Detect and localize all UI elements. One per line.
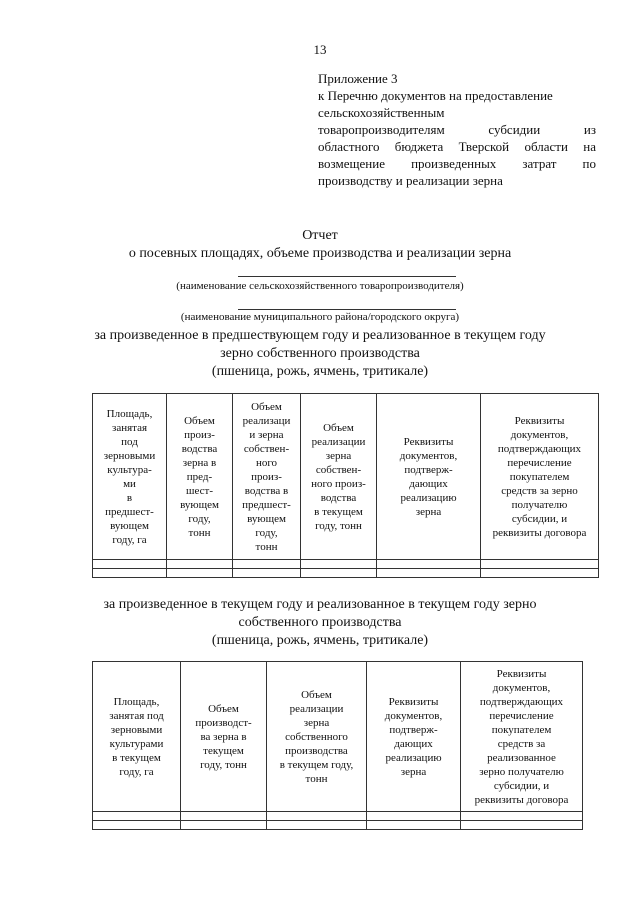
header-cell-line: зерна xyxy=(400,765,427,778)
appendix-block xyxy=(318,70,596,189)
header-cell-line: Объем xyxy=(323,421,354,434)
section1-heading-line: зерно собственного производства xyxy=(220,346,420,361)
appendix-word: произведенных xyxy=(411,156,497,171)
appendix-title: Приложение 3 xyxy=(318,71,398,86)
table-cell[interactable] xyxy=(93,821,181,830)
header-cell-line: субсидии, и xyxy=(493,779,550,792)
header-cell-line: собственного xyxy=(285,730,348,743)
district-name-line xyxy=(238,309,456,310)
table-cell[interactable] xyxy=(167,569,233,578)
header-cell-line: водства в xyxy=(244,484,289,497)
header-cell-line: вующем xyxy=(180,498,219,511)
table-cell[interactable] xyxy=(233,569,301,578)
header-cell-line: реализацию xyxy=(385,751,442,764)
table-row xyxy=(93,821,583,830)
section2-heading-line: собственного производства xyxy=(238,615,402,630)
table-cell[interactable] xyxy=(233,560,301,569)
district-caption: (наименование муниципального района/городского округа) xyxy=(180,311,460,323)
header-cell-line: году, xyxy=(255,526,278,539)
table-cell[interactable] xyxy=(301,560,377,569)
table-row xyxy=(93,812,583,821)
header-cell-line: реализации xyxy=(311,435,366,448)
table-header-cell xyxy=(367,662,461,812)
header-cell-line: тонн xyxy=(305,772,328,785)
appendix-line: к Перечню документов на предоставление xyxy=(318,88,553,103)
header-cell-line: Реквизиты xyxy=(496,667,547,680)
table-cell[interactable] xyxy=(367,812,461,821)
header-cell-line: зерновыми xyxy=(110,723,163,736)
header-cell-line: зерна xyxy=(303,716,330,729)
appendix-word: Тверской xyxy=(458,139,510,154)
header-cell-line: подтверждающих xyxy=(497,442,582,455)
producer-name-line xyxy=(238,276,456,277)
header-cell-line: производст- xyxy=(195,716,252,729)
table-cell[interactable] xyxy=(481,560,599,569)
header-cell-line: зерна xyxy=(325,449,352,462)
header-cell-line: Объем xyxy=(208,702,239,715)
appendix-word: субсидии xyxy=(488,122,541,137)
header-cell-line: получателю xyxy=(511,498,568,511)
appendix-word: на xyxy=(583,139,596,154)
table-cell[interactable] xyxy=(461,812,583,821)
section2-table xyxy=(92,661,583,830)
table-cell[interactable] xyxy=(377,569,481,578)
header-cell-line: подтверж- xyxy=(404,463,453,476)
header-cell-line: перечисление xyxy=(507,456,572,469)
header-cell-line: документов, xyxy=(399,449,458,462)
header-cell-line: ми xyxy=(123,477,136,490)
table-header-cell xyxy=(377,394,481,560)
header-cell-line: реквизиты договора xyxy=(492,526,587,539)
header-cell-line: дающих xyxy=(409,477,448,490)
header-cell-line: ного произ- xyxy=(311,477,366,490)
header-cell-line: вующем xyxy=(247,512,286,525)
table-cell[interactable] xyxy=(367,821,461,830)
header-cell-line: культура- xyxy=(107,463,152,476)
section1-heading-line: за произведенное в предшествующем году и реализованное в текущем году xyxy=(94,328,546,343)
header-cell-line: году, тонн xyxy=(315,519,362,532)
header-cell-line: ного xyxy=(255,456,278,469)
header-cell-line: собствен- xyxy=(315,463,362,476)
appendix-line xyxy=(318,155,596,172)
header-cell-line: в текущем xyxy=(112,751,161,764)
header-cell-line: зерна xyxy=(415,505,442,518)
table-cell[interactable] xyxy=(481,569,599,578)
header-cell-line: Реквизиты xyxy=(514,414,565,427)
header-cell-line: зерно получателю xyxy=(479,765,564,778)
header-cell-line: водства xyxy=(181,442,218,455)
header-cell-line: Объем xyxy=(184,414,215,427)
header-cell-line: году, га xyxy=(112,533,147,546)
header-cell-line: под xyxy=(121,435,138,448)
header-cell-line: тонн xyxy=(255,540,278,553)
header-cell-line: тонн xyxy=(188,526,211,539)
header-cell-line: документов, xyxy=(492,681,551,694)
header-cell-line: Объем xyxy=(301,688,332,701)
appendix-word: областного xyxy=(318,139,380,154)
section1-heading-line: (пшеница, рожь, ячмень, тритикале) xyxy=(211,364,429,379)
header-cell-line: шест- xyxy=(186,484,213,497)
appendix-line: сельскохозяйственным xyxy=(318,105,445,120)
header-cell-line: водства xyxy=(320,491,357,504)
header-cell-line: Площадь, xyxy=(106,407,153,420)
header-cell-line: реализаци xyxy=(242,414,291,427)
appendix-word: области xyxy=(524,139,568,154)
header-cell-line: реализации xyxy=(289,702,344,715)
header-cell-line: в текущем году, xyxy=(279,758,354,771)
header-cell-line: дающих xyxy=(394,737,433,750)
header-cell-line: предшест- xyxy=(242,498,291,511)
table-cell[interactable] xyxy=(167,560,233,569)
header-cell-line: текущем xyxy=(203,744,244,757)
appendix-line xyxy=(318,138,596,155)
table-header-cell xyxy=(167,394,233,560)
appendix-word: бюджета xyxy=(394,139,444,154)
header-cell-line: году, xyxy=(188,512,211,525)
header-cell-line: вующем xyxy=(110,519,149,532)
header-cell-line: средств за xyxy=(497,737,546,750)
header-cell-line: году, га xyxy=(119,765,154,778)
header-cell-line: покупателем xyxy=(491,723,552,736)
header-cell-line: подтверж- xyxy=(389,723,438,736)
table-row xyxy=(93,560,599,569)
table-header-cell xyxy=(481,394,599,560)
table-cell[interactable] xyxy=(181,821,267,830)
appendix-word: по xyxy=(582,156,596,171)
table-cell[interactable] xyxy=(267,812,367,821)
header-cell-line: году, тонн xyxy=(200,758,247,771)
report-title: Отчет xyxy=(302,228,338,243)
header-cell-line: предшест- xyxy=(105,505,154,518)
header-cell-line: перечисление xyxy=(489,709,554,722)
header-cell-line: средств за зерно xyxy=(501,484,578,497)
header-cell-line: Реквизиты xyxy=(388,695,439,708)
table-header-row xyxy=(93,662,583,812)
section2-heading-line: за произведенное в текущем году и реализованное в текущем году зерно xyxy=(103,597,537,612)
header-cell-line: Объем xyxy=(251,400,282,413)
header-cell-line: занятая под xyxy=(109,709,164,722)
header-cell-line: документов, xyxy=(510,428,569,441)
header-cell-line: произ- xyxy=(184,428,215,441)
appendix-word: из xyxy=(583,122,596,137)
header-cell-line: покупателем xyxy=(509,470,570,483)
table-cell[interactable] xyxy=(377,560,481,569)
header-cell-line: зерна в xyxy=(182,456,217,469)
header-cell-line: Реквизиты xyxy=(403,435,454,448)
table-header-cell xyxy=(461,662,583,812)
header-cell-line: реализованное xyxy=(487,751,556,764)
header-cell-line: реализацию xyxy=(400,491,457,504)
header-cell-line: занятая xyxy=(111,421,148,434)
header-cell-line: ва зерна в xyxy=(200,730,247,743)
producer-caption: (наименование сельскохозяйственного товаропроизводителя) xyxy=(176,280,464,292)
table-header-cell xyxy=(181,662,267,812)
header-cell-line: подтверждающих xyxy=(479,695,564,708)
header-cell-line: в текущем xyxy=(314,505,363,518)
table-header-cell xyxy=(93,394,167,560)
table-cell[interactable] xyxy=(267,821,367,830)
header-cell-line: производства xyxy=(285,744,348,757)
table-header-row xyxy=(93,394,599,560)
table-header-cell xyxy=(233,394,301,560)
header-cell-line: Площадь, xyxy=(113,695,160,708)
appendix-word: возмещение xyxy=(318,156,385,171)
table-header-cell xyxy=(267,662,367,812)
appendix-line xyxy=(318,121,596,138)
table-cell[interactable] xyxy=(93,569,167,578)
table-cell[interactable] xyxy=(461,821,583,830)
section1-table xyxy=(92,393,599,578)
table-cell[interactable] xyxy=(181,812,267,821)
appendix-word: затрат xyxy=(522,156,557,171)
appendix-word: товаропроизводителям xyxy=(318,122,445,137)
table-cell[interactable] xyxy=(93,560,167,569)
section2-heading-line: (пшеница, рожь, ячмень, тритикале) xyxy=(211,633,429,648)
header-cell-line: произ- xyxy=(251,470,282,483)
table-header-cell xyxy=(93,662,181,812)
table-cell[interactable] xyxy=(93,812,181,821)
header-cell-line: документов, xyxy=(384,709,443,722)
header-cell-line: в xyxy=(126,491,133,504)
section1-heading xyxy=(0,327,640,381)
header-cell-line: зерновыми xyxy=(103,449,156,462)
page-number: 13 xyxy=(313,42,327,57)
table-row xyxy=(93,569,599,578)
section2-heading xyxy=(0,596,640,650)
header-cell-line: и зерна xyxy=(249,428,284,441)
header-cell-line: культурами xyxy=(109,737,164,750)
header-cell-line: собствен- xyxy=(243,442,290,455)
header-cell-line: реквизиты договора xyxy=(474,793,569,806)
report-subtitle: о посевных площадях, объеме производства и реализации зерна xyxy=(128,246,512,261)
header-cell-line: субсидии, и xyxy=(511,512,568,525)
table-cell[interactable] xyxy=(301,569,377,578)
appendix-line: производству и реализации зерна xyxy=(318,173,503,188)
table-header-cell xyxy=(301,394,377,560)
header-cell-line: пред- xyxy=(186,470,213,483)
